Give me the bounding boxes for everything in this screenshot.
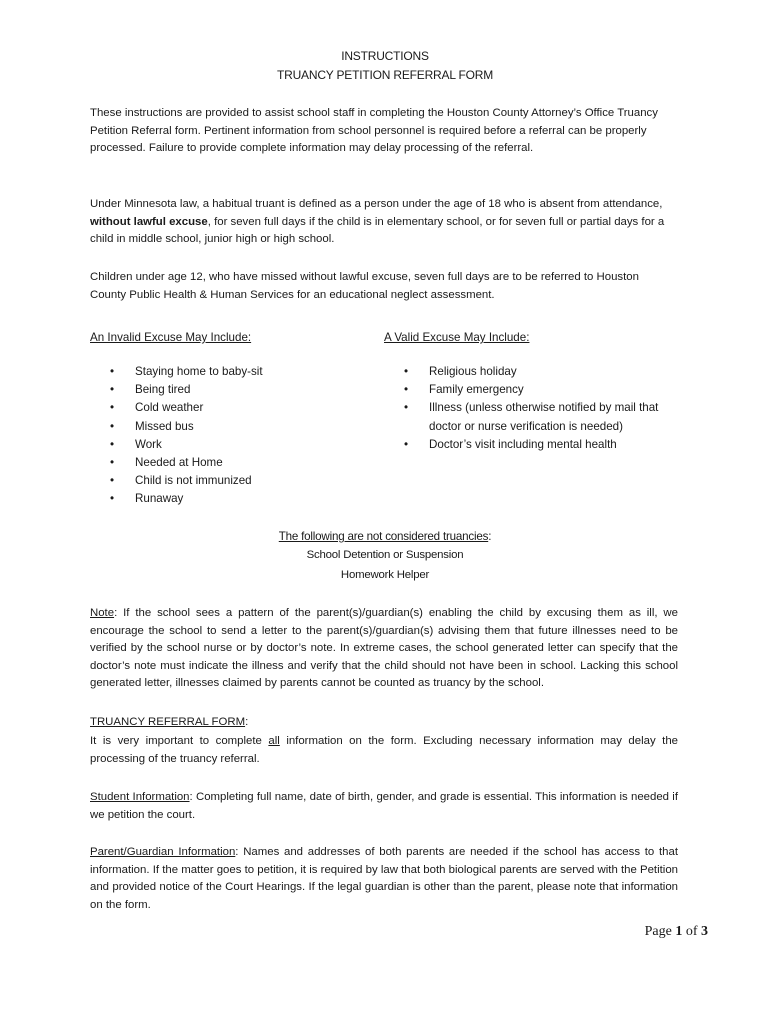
intro-paragraph: These instructions are provided to assist school staff in completing the Houston County Attorney’s Office Truancy Petition Referral form. Pertinent information from school personnel is required before a referral can be properly processed. Failure to provide complete information may delay processing of the referral. bbox=[90, 107, 658, 155]
valid-excuse-heading: A Valid Excuse May Include: bbox=[384, 331, 530, 344]
referral-form-colon: : bbox=[245, 716, 249, 728]
referral-form-label-line bbox=[90, 714, 678, 732]
valid-excuse-list bbox=[404, 363, 662, 454]
list-item: • Work bbox=[110, 436, 350, 454]
invalid-excuse-list bbox=[110, 363, 350, 509]
student-info-paragraph bbox=[90, 789, 678, 824]
not-truancies-heading-text: The following are not considered truancies bbox=[278, 530, 489, 543]
list-item: • Doctor’s visit including mental health bbox=[404, 436, 662, 454]
referral-underlined-word: all bbox=[268, 735, 280, 747]
note-label: Note bbox=[90, 607, 115, 619]
list-item: • Child is not immunized bbox=[110, 472, 350, 490]
definition-paragraph bbox=[90, 196, 678, 249]
note-text: : If the school sees a pattern of the parent(s)/guardian(s) enabling the child by excusing them as ill, we encourage the school to send a letter to the parent(s)/guardian(s) advising them that future illnesses need to be verified by the school nurse or by doctor’s note. In extreme cases, the school generated letter can specify that the doctor’s note must indicate the illness and verify that the child should not have been in school. Lacking this school generated letter, illnesses claimed by parents cannot be counted as truancy by the school. bbox=[90, 607, 678, 690]
list-item: • Staying home to baby-sit bbox=[110, 363, 350, 381]
page-word: Page bbox=[644, 924, 672, 939]
header-instructions: INSTRUCTIONS bbox=[341, 49, 429, 63]
list-item: • Missed bus bbox=[110, 418, 350, 436]
parent-info-label: Parent/Guardian Information bbox=[90, 846, 236, 858]
student-info-label: Student Information bbox=[90, 791, 190, 803]
referral-text-after: information on the form. Excluding necessary information may delay the processing of the truancy referral. bbox=[90, 735, 679, 765]
list-item: • Family emergency bbox=[404, 381, 662, 399]
referral-form-label: TRUANCY REFERRAL FORM bbox=[90, 716, 246, 728]
list-item: • Needed at Home bbox=[110, 454, 350, 472]
total-pages: 3 bbox=[701, 924, 708, 939]
page-number bbox=[645, 924, 708, 940]
parent-info-text: : Names and addresses of both parents are needed if the school has access to that information. If the matter goes to petition, it is required by law that both biological parents are served with the Petition and provided notice of the Court Hearings. If the legal guardian is other than the parent, please note that information on the form. bbox=[90, 846, 678, 911]
current-page: 1 bbox=[675, 924, 683, 939]
student-info-text: : Completing full name, date of birth, gender, and grade is essential. This information is needed if we petition the court. bbox=[90, 791, 678, 821]
not-truancies-heading bbox=[0, 530, 770, 543]
referral-text-before: It is very important to complete bbox=[90, 735, 269, 747]
invalid-excuse-heading: An Invalid Excuse May Include: bbox=[90, 331, 252, 344]
list-item: • Runaway bbox=[110, 490, 350, 508]
not-truancies-item-detention: School Detention or Suspension bbox=[306, 549, 464, 561]
not-truancies-item-homework: Homework Helper bbox=[340, 569, 430, 581]
list-item: • Cold weather bbox=[110, 399, 350, 417]
definition-text-after: , for seven full days if the child is in elementary school, or for seven full or partial days for a child in middle school, junior high or high school. bbox=[90, 215, 665, 246]
definition-bold-phrase: without lawful excuse bbox=[90, 215, 208, 228]
children-note-paragraph: Children under age 12, who have missed without lawful excuse, seven full days are to be referred to Houston County Public Health & Human Services for an educational neglect assessment. bbox=[90, 271, 639, 301]
definition-text-before: Under Minnesota law, a habitual truant is defined as a person under the age of 18 who is absent from attendance, bbox=[90, 198, 663, 210]
list-item: • Illness (unless otherwise notified by mail that doctor or nurse verification is needed) bbox=[404, 399, 662, 435]
list-item: • Being tired bbox=[110, 381, 350, 399]
not-truancies-colon: : bbox=[488, 530, 492, 543]
referral-form-paragraph bbox=[90, 733, 678, 768]
note-paragraph bbox=[90, 605, 678, 693]
list-item: • Religious holiday bbox=[404, 363, 662, 381]
parent-info-paragraph bbox=[90, 844, 678, 914]
of-word: of bbox=[685, 924, 698, 939]
header-form-title: TRUANCY PETITION REFERRAL FORM bbox=[276, 68, 494, 82]
